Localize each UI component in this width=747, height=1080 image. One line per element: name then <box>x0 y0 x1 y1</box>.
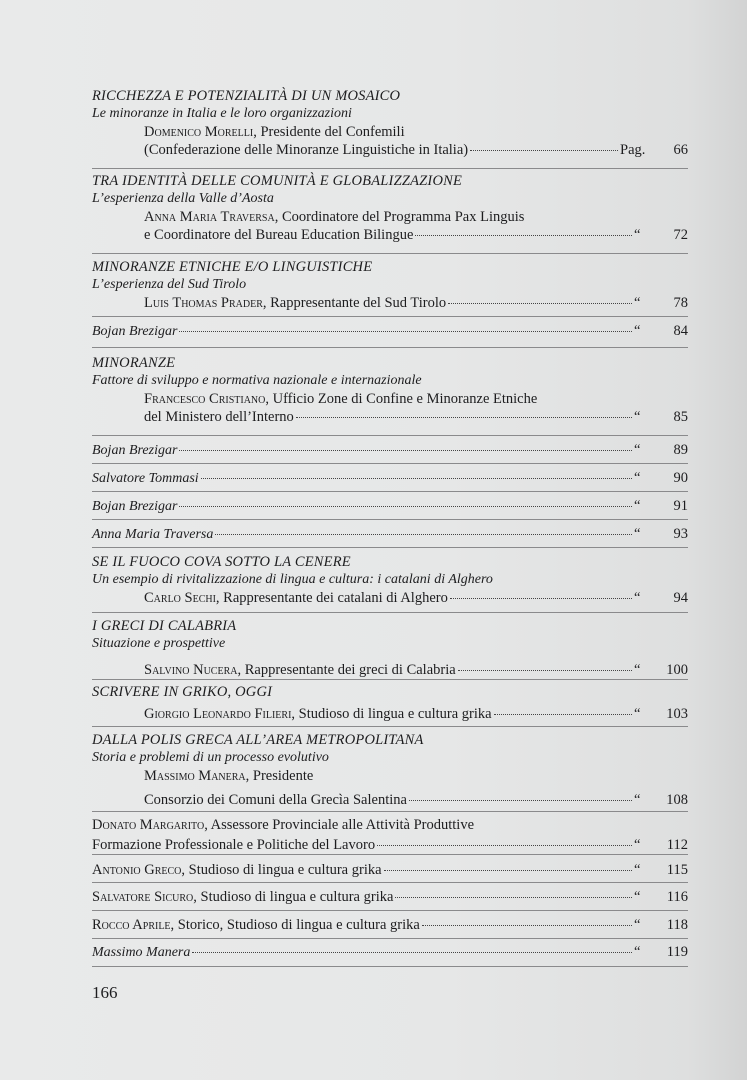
page-mark: “ <box>634 442 641 458</box>
dot-leader <box>395 885 632 898</box>
dot-leader <box>450 586 632 599</box>
toc-section <box>92 888 688 906</box>
page-mark: “ <box>634 498 641 514</box>
author-name: Antonio Greco <box>92 862 182 878</box>
entry-name: Massimo Manera <box>92 945 191 960</box>
toc-section <box>92 943 688 961</box>
page-number: 72 <box>673 227 688 243</box>
page-number: 90 <box>673 470 688 486</box>
dot-leader <box>415 223 632 236</box>
section-title: MINORANZE <box>92 355 176 371</box>
page-mark: “ <box>634 470 641 486</box>
entry-text <box>144 589 448 607</box>
entry-name: Bojan Brezigar <box>92 499 178 514</box>
entry-name: Bojan Brezigar <box>92 324 178 339</box>
dot-leader <box>192 940 632 953</box>
section-subtitle: L’esperienza del Sud Tirolo <box>92 277 247 292</box>
author-line <box>92 767 688 785</box>
toc-entry[interactable] <box>92 497 688 515</box>
dot-leader <box>384 858 632 871</box>
section-title: RICCHEZZA E POTENZIALITÀ DI UN MOSAICO <box>92 88 401 104</box>
divider <box>92 519 688 520</box>
divider <box>92 966 688 967</box>
toc-entry[interactable] <box>92 943 688 961</box>
page-mark: “ <box>634 590 641 606</box>
entry-text: Formazione Professionale e Politiche del Lavoro <box>92 837 376 853</box>
author-role: , Storico, Studioso di lingua e cultura grika <box>170 917 420 933</box>
page-folio: 166 <box>92 983 118 1002</box>
toc-section <box>92 258 688 312</box>
toc-section <box>92 731 688 809</box>
page-mark: “ <box>634 889 641 905</box>
entry-text <box>92 861 382 879</box>
page-number: 118 <box>666 917 688 933</box>
entry-text <box>92 916 420 934</box>
section-title: I GRECI DI CALABRIA <box>92 618 237 634</box>
page-mark: “ <box>634 917 641 933</box>
toc-entry[interactable] <box>92 661 688 679</box>
toc-entry[interactable] <box>92 294 688 312</box>
toc-entry[interactable] <box>92 322 688 340</box>
divider <box>92 612 688 613</box>
entry-text: e Coordinatore del Bureau Education Bilingue <box>144 227 414 243</box>
toc-entry[interactable] <box>92 589 688 607</box>
author-name: Domenico Morelli <box>144 124 254 140</box>
section-subtitle: Un esempio di rivitalizzazione di lingua e cultura: i catalani di Alghero <box>92 572 493 587</box>
section-title: MINORANZE ETNICHE E/O LINGUISTICHE <box>92 259 373 275</box>
dot-leader <box>179 319 632 332</box>
page-number: 112 <box>666 837 688 853</box>
page-mark: “ <box>634 837 641 853</box>
section-title: SCRIVERE IN GRIKO, OGGI <box>92 684 273 700</box>
page-mark: “ <box>634 526 641 542</box>
page-number: 66 <box>673 142 688 158</box>
author-name: Anna Maria Traversa <box>144 209 275 225</box>
page-number: 103 <box>666 706 688 722</box>
entry-name: Salvatore Tommasi <box>92 471 199 486</box>
author-role: , Assessore Provinciale alle Attività Produttive <box>204 817 475 833</box>
divider <box>92 347 688 348</box>
entry-text <box>144 661 456 679</box>
section-subtitle: Situazione e prospettive <box>92 636 226 651</box>
author-name: Carlo Sechi <box>144 590 216 606</box>
dot-leader <box>179 438 632 451</box>
toc-section <box>92 441 688 459</box>
page-number: 78 <box>673 295 688 311</box>
author-role: , Rappresentante del Sud Tirolo <box>262 295 447 311</box>
entry-text: Consorzio dei Comuni della Grecìa Salentina <box>144 792 407 808</box>
dot-leader <box>201 466 632 479</box>
toc-entry[interactable] <box>92 441 688 459</box>
author-name: Rocco Aprile <box>92 917 171 933</box>
section-title: SE IL FUOCO COVA SOTTO LA CENERE <box>92 554 351 570</box>
toc-section <box>92 816 688 854</box>
entry-text <box>144 705 492 723</box>
dot-leader <box>409 788 632 801</box>
entry-text: del Ministero dell’Interno <box>144 409 294 425</box>
divider <box>92 316 688 317</box>
toc-entry[interactable] <box>92 836 688 854</box>
author-role: , Rappresentante dei catalani di Alghero <box>215 590 448 606</box>
toc-section <box>92 553 688 607</box>
author-name: Giorgio Leonardo Filieri <box>144 706 292 722</box>
toc-section <box>92 861 688 879</box>
author-role: , Presidente del Confemili <box>253 124 405 140</box>
toc-section <box>92 322 688 340</box>
page-number: 84 <box>673 323 688 339</box>
author-name: Salvino Nucera <box>144 662 238 678</box>
toc-section <box>92 87 688 159</box>
author-name: Massimo Manera <box>144 768 246 784</box>
toc-entry[interactable] <box>92 226 688 244</box>
divider <box>92 463 688 464</box>
toc-entry[interactable] <box>92 408 688 426</box>
page-mark: “ <box>634 409 641 425</box>
toc-entry[interactable] <box>92 791 688 809</box>
section-subtitle: L’esperienza della Valle d’Aosta <box>92 191 274 206</box>
section-title: DALLA POLIS GRECA ALL’AREA METROPOLITANA <box>92 732 424 748</box>
page-mark: “ <box>634 706 641 722</box>
page-mark: “ <box>634 323 641 339</box>
author-name: Salvatore Sicuro <box>92 889 194 905</box>
page-mark: “ <box>634 662 641 678</box>
dot-leader <box>179 494 632 507</box>
dot-leader <box>377 833 632 846</box>
page-number: 94 <box>673 590 688 606</box>
dot-leader <box>494 702 632 715</box>
author-name: Luis Thomas Prader <box>144 295 263 311</box>
toc-entry[interactable] <box>92 705 688 723</box>
page-number: 115 <box>666 862 688 878</box>
page-number: 93 <box>673 526 688 542</box>
section-subtitle: Storia e problemi di un processo evolutivo <box>92 750 329 765</box>
page-mark: “ <box>634 792 641 808</box>
author-name: Donato Margarito <box>92 817 205 833</box>
author-role: , Presidente <box>245 768 314 784</box>
toc-section <box>92 683 688 723</box>
toc-section <box>92 617 688 679</box>
dot-leader <box>215 522 632 535</box>
divider <box>92 679 688 680</box>
entry-text <box>92 888 393 906</box>
divider <box>92 854 688 855</box>
author-role: , Coordinatore del Programma Pax Linguis <box>274 209 525 225</box>
page-number: 91 <box>673 498 688 514</box>
page-mark: “ <box>634 295 641 311</box>
toc-section <box>92 525 688 543</box>
divider <box>92 938 688 939</box>
toc-entry[interactable] <box>92 861 688 879</box>
divider <box>92 435 688 436</box>
divider <box>92 168 688 169</box>
dot-leader <box>458 658 632 671</box>
toc-entry[interactable] <box>92 888 688 906</box>
author-line <box>92 816 688 834</box>
page-number: 85 <box>673 409 688 425</box>
page-number: 89 <box>673 442 688 458</box>
toc-entry[interactable] <box>92 469 688 487</box>
divider <box>92 726 688 727</box>
toc-entry[interactable] <box>92 525 688 543</box>
toc-section <box>92 469 688 487</box>
dot-leader <box>296 405 632 418</box>
toc-section <box>92 172 688 244</box>
page-number: 100 <box>666 662 688 678</box>
toc-section <box>92 916 688 934</box>
entry-name: Bojan Brezigar <box>92 443 178 458</box>
section-subtitle: Fattore di sviluppo e normativa nazionale e internazionale <box>92 373 422 388</box>
toc-entry[interactable] <box>92 916 688 934</box>
toc-section <box>92 497 688 515</box>
divider <box>92 882 688 883</box>
page-number: 116 <box>666 889 688 905</box>
divider <box>92 491 688 492</box>
dot-leader <box>448 291 632 304</box>
divider <box>92 811 688 812</box>
author-name: Francesco Cristiano <box>144 391 266 407</box>
page-mark: “ <box>634 944 641 960</box>
entry-text <box>144 294 446 312</box>
section-subtitle: Le minoranze in Italia e le loro organizzazioni <box>92 106 352 121</box>
author-role: , Ufficio Zone di Confine e Minoranze Etniche <box>265 391 538 407</box>
entry-name: Anna Maria Traversa <box>92 527 214 542</box>
page-mark: “ <box>634 227 641 243</box>
author-role: , Studioso di lingua e cultura grika <box>193 889 394 905</box>
toc-section <box>92 354 688 426</box>
author-role: , Rappresentante dei greci di Calabria <box>237 662 456 678</box>
divider <box>92 910 688 911</box>
toc-entry[interactable] <box>92 141 688 159</box>
divider <box>92 253 688 254</box>
page-number: 108 <box>666 792 688 808</box>
divider <box>92 547 688 548</box>
dot-leader <box>470 138 618 151</box>
entry-text: (Confederazione delle Minoranze Linguistiche in Italia) <box>144 142 469 158</box>
page-mark: “ <box>634 862 641 878</box>
page-number: 119 <box>666 944 688 960</box>
author-role: , Studioso di lingua e cultura grika <box>181 862 382 878</box>
section-title: TRA IDENTITÀ DELLE COMUNITÀ E GLOBALIZZAZIONE <box>92 173 463 189</box>
page-mark: Pag. <box>620 142 646 158</box>
dot-leader <box>422 913 632 926</box>
author-role: , Studioso di lingua e cultura grika <box>291 706 492 722</box>
